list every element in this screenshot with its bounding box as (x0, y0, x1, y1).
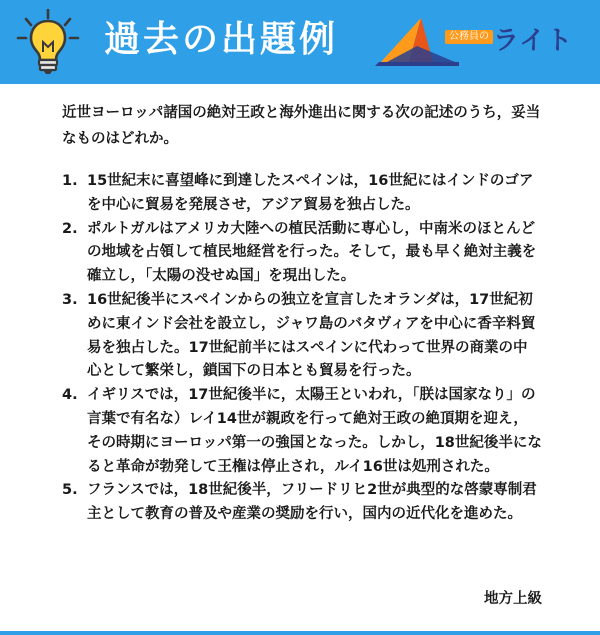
logo-text: ライト (493, 26, 574, 56)
question-intro: 近世ヨーロッパ諸国の絶対王政と海外進出に関する次の記述のうち，妥当なものはどれか。 (62, 105, 541, 147)
option-text: フランスでは，18世紀後半，フリードリヒ2世が典型的な啓蒙専制君主として教育の普及や産業の奨励を行い，国内の近代化を進めた。 (87, 482, 537, 523)
option-text: 16世紀後半にスペインからの独立を宣言したオランダは，17世紀初めに東インド会社を設立し，ジャワ島のバタヴィアを中心に香辛料貿易を独占した。17世紀前半にはスペインに代わって世界の商業の中心として繁栄し，鎖国下の日本とも貿易を行った。 (87, 291, 536, 380)
header-bar (0, 0, 600, 84)
option-5 (62, 479, 542, 527)
option-text: 15世紀末に喜望峰に到達したスペインは，16世紀にはインドのゴアを中心に貿易を発展させ，アジア貿易を独占した。 (87, 173, 534, 213)
option-number: 1. (62, 173, 78, 189)
option-number: 4. (62, 387, 78, 404)
option-1 (62, 170, 542, 218)
option-3 (62, 289, 542, 384)
option-number: 5. (62, 482, 78, 499)
brand-logo (375, 16, 585, 68)
exam-source: 地方上級 (484, 591, 542, 607)
options-list (62, 170, 542, 527)
option-text: ポルトガルはアメリカ大陸への植民活動に専心し，中南米のほとんどの地域を占領して植民地経営を行った。そして，最も早く絶対主義を確立し，「太陽の没せぬ国」を現出した。 (87, 220, 537, 285)
option-number: 3. (62, 291, 78, 308)
option-text: イギリスでは，17世紀後半に，太陽王といわれ，「朕は国家なり」の言葉で有名な）レイ14世が親政を行って絶対王政の絶頂期を迎え，その時期にヨーロッパ第一の強国となった。しかし，18世紀後半になると革命が勃発して王権は停止され，ルイ16世は処刑された。 (87, 387, 542, 475)
page-title: 過去の出題例 (104, 19, 339, 60)
logo-subtitle: 公務員の (445, 30, 493, 44)
bottom-divider (0, 631, 600, 635)
option-2 (62, 218, 542, 289)
lightbulb-icon (16, 8, 80, 76)
option-number: 2. (62, 220, 78, 237)
option-4 (62, 384, 542, 479)
